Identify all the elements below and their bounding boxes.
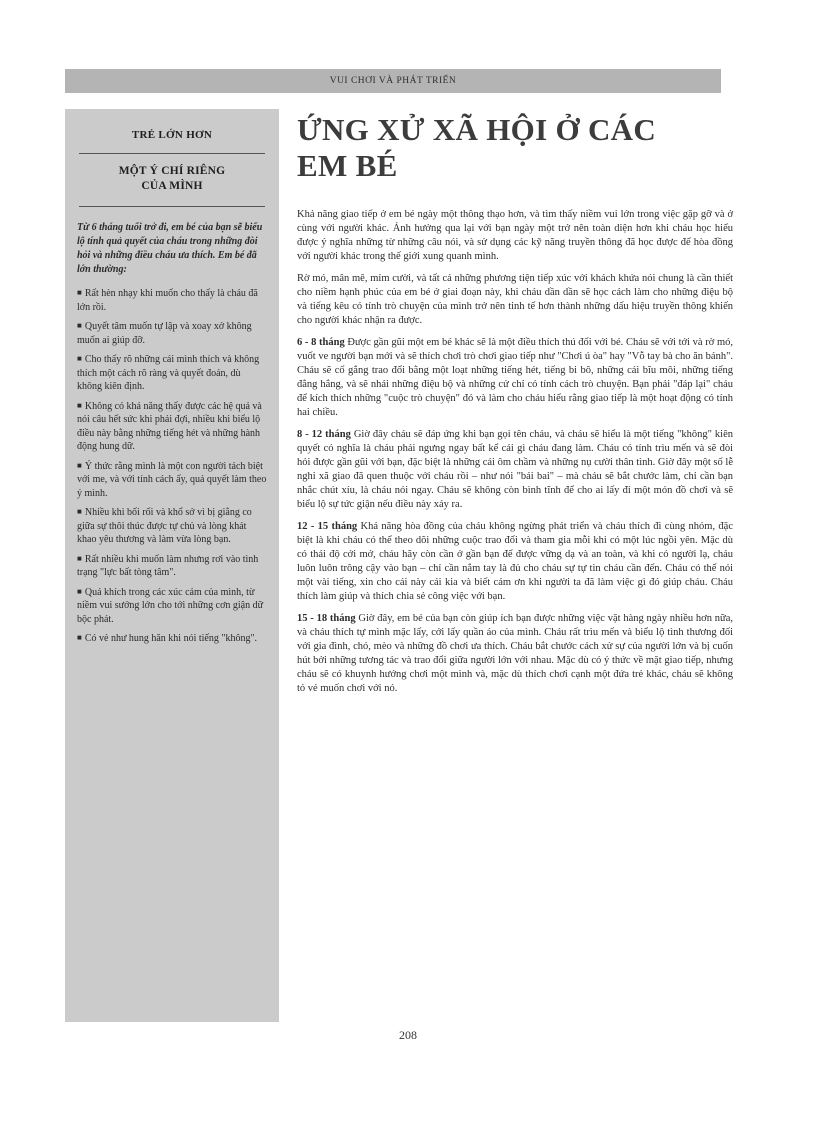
list-item-text: Cho thấy rõ những cái mình thích và không thích một cách rõ ràng và quyết đoán, dù không kiên định. bbox=[77, 354, 260, 392]
list-item bbox=[77, 586, 267, 627]
age-label: 8 - 12 tháng bbox=[297, 429, 351, 440]
list-item-text: Không có khả năng thấy được các hệ quả và nói câu hết sức khi phải đợi, nhiều khi biểu lộ điều này bằng những tiếng hét và những hành động hung dữ. bbox=[77, 400, 262, 452]
bullet-icon: ■ bbox=[77, 553, 82, 563]
bullet-icon: ■ bbox=[77, 633, 82, 642]
paragraph-text: Khả năng hòa đồng của cháu không ngừng phát triển và cháu thích đi cùng nhóm, đặc biệt là khi cháu có thể theo dõi những cuộc trao đổi và tham gia mỗi khi có một lúc ngồi yên. Mặc dù có thái độ cởi mở, cháu hãy còn cần ở gần bạn để được vững dạ và an toàn, và khi có người lạ, cháu luôn luôn trông cậy vào bạn – chỉ cần nắm tay là đủ cho cháu sự tự tin cháu cần đến. Cháu có thể nói một vài tiếng, xin cho cái này cái kia và biết cám ơn khi người ta đã làm việc gì đó giúp cháu. Cháu thích làm giúp và thích chia sẻ công việc với bạn. bbox=[297, 521, 734, 602]
running-header bbox=[65, 69, 721, 93]
sidebar-box-title-line1: MỘT Ý CHÍ RIÊNG bbox=[118, 165, 226, 177]
sidebar-divider bbox=[79, 206, 265, 207]
paragraph-text: Giờ đây cháu sẽ đáp ứng khi bạn gọi tên cháu, và cháu sẽ hiểu là một tiếng "không" kiên quyết có nghĩa là cháu phải ngưng ngay bất kể cái gì cháu đang làm. Cháu có tính trìu mến và sẽ đòi hỏi được gần gũi với bạn, đặc biệt là những cái ôm chầm và những nụ cười thân tình. Giờ đây một số lễ nghi xã giao đã quen thuộc với cháu rồi – như nói "bái bai" – mà cháu sẽ bắt chước làm, chỉ cần bạn nhắc chút xíu, là cháu nói ngay. Cháu sẽ không còn bình tĩnh để cho ai lấy đi một món đồ chơi và sẽ biểu lộ sự tức giận nếu điều này xảy ra. bbox=[297, 429, 734, 510]
sidebar-box bbox=[65, 109, 279, 1022]
bullet-icon: ■ bbox=[77, 460, 82, 470]
sidebar-box-title bbox=[65, 164, 279, 194]
paragraph: Rờ mó, mân mê, mỉm cười, và tất cả những phương tiện tiếp xúc với khách khứa nói chung là cần thiết cho niềm hạnh phúc của em bé ở giai đoạn này, khi cháu dần dần sẽ học cách làm cho những điệu bộ và tiếng kêu có tính trò chuyện của mình trở nên tinh tế hơn thành những dấu hiệu truyền thông khiến cho người khác nhận ra được. bbox=[297, 273, 733, 326]
list-item bbox=[77, 287, 267, 314]
list-item-text: Quá khích trong các xúc cảm của mình, từ niềm vui sướng lớn cho tới những cơn giận dữ bộc phát. bbox=[77, 586, 264, 625]
list-item bbox=[77, 553, 267, 580]
paragraph bbox=[297, 336, 733, 420]
list-item-text: Nhiều khi bối rối và khổ sở vì bị giằng co giữa sự thôi thúc được tự chủ và lòng khát khao yêu thương và làm vừa lòng bạn. bbox=[77, 507, 252, 545]
list-item bbox=[77, 320, 267, 347]
sidebar-divider bbox=[79, 153, 265, 154]
list-item bbox=[77, 353, 267, 394]
article-title bbox=[297, 112, 733, 184]
list-item bbox=[77, 460, 267, 501]
paragraph-text: Giờ đây, em bé của bạn còn giúp ích bạn được những việc vặt hàng ngày nhiều hơn nữa, và cháu thích tự mình mặc lấy, cởi lấy quần áo của mình. Cháu rất trìu mến và biểu lộ tình thương đối với gia đình, chó, mèo và những đồ chơi ưa thích. Cháu bắt chước cách xử sự của người lớn và bị cuốn hút bởi những tương tác và trao đổi giữa người lớn với nhau. Mặc dù có ý thức về mặt giao tiếp, nhưng cháu sẽ có khuynh hướng chơi một mình và, mặc dù thích chơi cạnh một đứa trẻ khác, cháu sẽ không tỏ vẻ muốn chơi với nó. bbox=[297, 613, 733, 694]
paragraph bbox=[297, 612, 733, 696]
running-title: VUI CHƠI VÀ PHÁT TRIỂN bbox=[329, 76, 457, 86]
paragraph bbox=[297, 428, 733, 512]
bullet-icon: ■ bbox=[77, 400, 82, 410]
bullet-icon: ■ bbox=[77, 321, 82, 330]
age-label: 15 - 18 tháng bbox=[297, 613, 356, 624]
bullet-icon: ■ bbox=[77, 507, 82, 516]
list-item-text: Rất hèn nhạy khi muốn cho thấy là cháu đã lớn rồi. bbox=[77, 288, 258, 313]
sidebar-section-title: TRẺ LỚN HƠN bbox=[131, 129, 213, 141]
list-item bbox=[77, 400, 267, 454]
sidebar-list bbox=[77, 287, 267, 646]
bullet-icon: ■ bbox=[77, 288, 82, 297]
article-title-line2: EM BÉ bbox=[297, 148, 398, 183]
list-item-text: Có vẻ như hung hăn khi nói tiếng "không". bbox=[84, 633, 258, 644]
article-body bbox=[297, 208, 733, 696]
list-item-text: Rất nhiều khi muốn làm nhưng rơi vào tình trạng "lực bất tòng tâm". bbox=[77, 553, 259, 578]
bullet-icon: ■ bbox=[77, 586, 82, 596]
article-title-line1: ỨNG XỬ XÃ HỘI Ở CÁC bbox=[297, 112, 657, 147]
main-article bbox=[297, 112, 733, 704]
page-number: 208 bbox=[399, 1028, 417, 1042]
age-label: 12 - 15 tháng bbox=[297, 521, 358, 532]
list-item-text: Ý thức rằng mình là một con người tách biệt với me, và với tính cách ấy, quả quyết làm theo ý mình. bbox=[77, 460, 267, 499]
list-item-text: Quyết tâm muốn tự lập và xoay xở không muốn ai giúp đỡ. bbox=[77, 321, 252, 346]
paragraph: Khả năng giao tiếp ở em bé ngày một thông thạo hơn, và tìm thấy niềm vui lớn trong việc gặp gỡ và ở cùng với người khác. Ảnh hưởng qua lại với bạn ngày một trở nên toàn diện hơn khi cháu học hiểu được ý nghĩa những từ những câu nói, và sử dụng các kỹ năng truyền thông đã học được để hòa đồng với người khác trong thế giới xung quanh mình. bbox=[297, 209, 733, 262]
list-item bbox=[77, 506, 267, 547]
paragraph-text: Được gần gũi một em bé khác sẽ là một điều thích thú đối với bé. Cháu sẽ với tới và rờ mó, vuốt ve người bạn mới và sẽ thích chơi trò chơi giao tiếp như "Chơi ú òa" hay "Vỗ tay bà cho ăn bánh". Cháu sẽ cố gắng trao đổi bằng một loạt những tiếng hét, tiếng bi bô, những cái bĩu môi, những tiếng đằng hắng, và sẽ nhái những điệu bộ và những cử chỉ có tính cách trò chuyện. Bạn phải "đáp lại" cháu để kích thích những "cuộc trò chuyện" đó và làm cho cháu hiểu rằng giao tiếp là một hoạt động có tính hai chiều. bbox=[297, 337, 733, 418]
paragraph bbox=[297, 520, 733, 604]
sidebar-intro: Từ 6 tháng tuổi trở đi, em bé của bạn sẽ biểu lộ tính quả quyết của cháu trong những đòi hỏi và những điều cháu ưa thích. Em bé đã lớn thường: bbox=[77, 222, 263, 275]
age-label: 6 - 8 tháng bbox=[297, 337, 345, 348]
list-item bbox=[77, 632, 267, 646]
bullet-icon: ■ bbox=[77, 354, 82, 363]
sidebar-box-title-line2: CỦA MÌNH bbox=[141, 180, 203, 192]
